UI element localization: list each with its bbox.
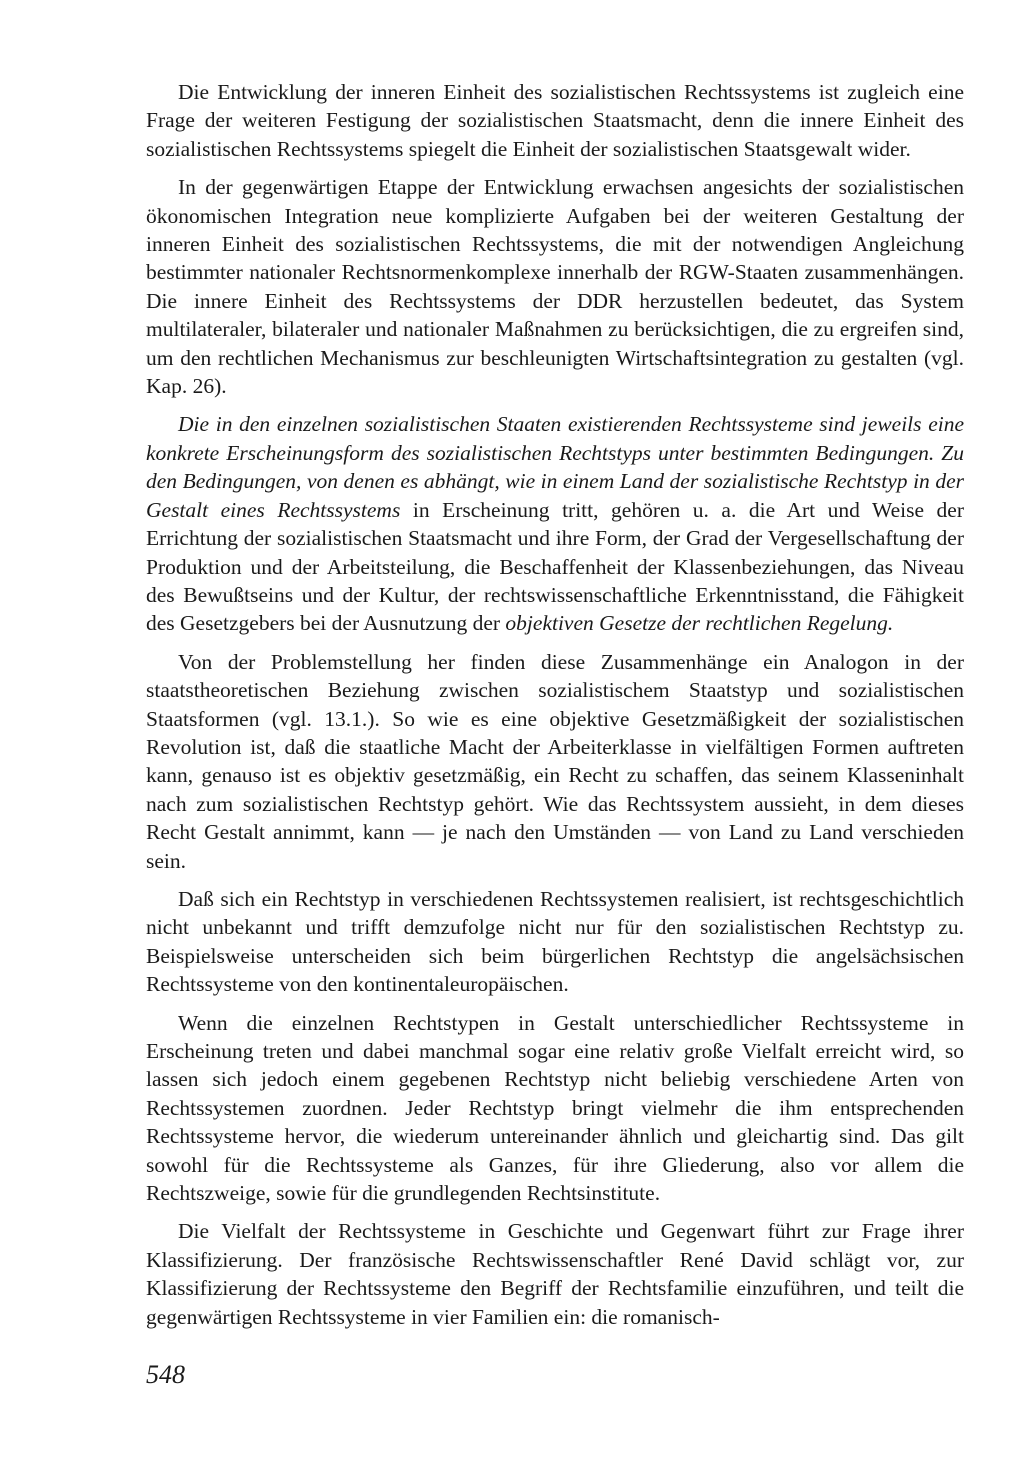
- paragraph-7: Die Vielfalt der Rechtssysteme in Geschichte und Gegenwart führt zur Frage ihrer Klassifizierung. Der französische Rechtswissenschaftler René David schlägt vor, zur Klassifizierung der Rechtssysteme den Begriff der Rechtsfamilie einzuführen, und teilt die gegenwärtigen Rechtssysteme in vier Familien ein: die romanisch-: [146, 1219, 964, 1329]
- paragraph-3-body: in Erscheinung tritt, gehören u. a. die Art und Weise der Errichtung der sozialistischen Staatsmacht und ihre Form, der Grad der Vergesellschaftung der Produktion und der Arbeitsteilung, die Beschaffenheit der Klassenbeziehungen, das Niveau des Bewußtseins und der Kultur, der rechtswissenschaftliche Erkenntnisstand, die Fähigkeit des Gesetzgebers bei der Ausnutzung der: [146, 497, 964, 636]
- paragraph-3-italic-end: objektiven Gesetze der rechtlichen Regelung.: [505, 611, 894, 636]
- paragraph-4: Von der Problemstellung her finden diese Zusammenhänge ein Analogon in der staatstheoretischen Beziehung zwischen sozialistischem Staatstyp und sozialistischen Staatsformen (vgl. 13.1.). So wie es eine objektive Gesetzmäßigkeit der sozialistischen Revolution ist, daß die staatliche Macht der Arbeiterklasse in vielfältigen Formen auftreten kann, genauso ist es objektiv gesetzmäßig, ein Recht zu schaffen, das seinem Klasseninhalt nach zum sozialistischen Rechtstyp gehört. Wie das Rechtssystem aussieht, in dem dieses Recht Gestalt annimmt, kann — je nach den Umständen — von Land zu Land verschieden sein.: [146, 649, 964, 873]
- paragraph-5: Daß sich ein Rechtstyp in verschiedenen Rechtssystemen realisiert, ist rechtsgeschichtlich nicht unbekannt und trifft demzufolge nicht nur für den sozialistischen Rechtstyp zu. Beispielsweise unterscheiden sich beim bürgerlichen Rechtstyp die angelsächsischen Rechtssysteme von den kontinentaleuropäischen.: [146, 886, 964, 997]
- paragraph-3-italic-lead: Die in den einzelnen sozialistischen Staaten existierenden Rechtssysteme sind jeweils eine konkrete Erscheinungsform des sozialistischen Rechtstyps unter bestimmten Bedingungen. Zu den Bedingungen, von denen es abhängt, wie in einem Land der sozialistische Rechtstyp in der Gestalt eines Rechtssystems: [146, 412, 964, 522]
- paragraph-1: Die Entwicklung der inneren Einheit des sozialistischen Rechtssystems ist zugleich eine Frage der weiteren Festigung der sozialistischen Staatsmacht, denn die innere Einheit des sozialistischen Rechtssystems spiegelt die Einheit der sozialistischen Staatsgewalt wider.: [146, 80, 964, 161]
- body-text: [146, 78, 964, 1341]
- paragraph-6: Wenn die einzelnen Rechtstypen in Gestalt unterschiedlicher Rechtssysteme in Erscheinung treten und dabei manchmal sogar eine relativ große Vielfalt erreicht wird, so lassen sich jedoch einem gegebenen Rechtstyp nicht beliebig verschiedene Arten von Rechtssystemen zuordnen. Jeder Rechtstyp bringt vielmehr die ihm entsprechenden Rechtssysteme hervor, die wiederum untereinander ähnlich und gleichartig sind. Das gilt sowohl für die Rechtssysteme als Ganzes, für ihre Gliederung, also vor allem die Rechtszweige, sowie für die grundlegenden Rechtsinstitute.: [146, 1010, 964, 1206]
- paragraph-2: In der gegenwärtigen Etappe der Entwicklung erwachsen angesichts der sozialistischen ökonomischen Integration neue komplizierte Aufgaben bei der weiteren Gestaltung der inneren Einheit des sozialistischen Rechtssystems, die mit der notwendigen Angleichung bestimmter nationaler Rechtsnormenkomplexe innerhalb der RGW-Staaten zusammenhängen. Die innere Einheit des Rechtssystems der DDR herzustellen bedeutet, das System multilateraler, bilateraler und nationaler Maßnahmen zu berücksichtigen, die zu ergreifen sind, um den rechtlichen Mechanismus zur beschleunigten Wirtschaftsintegration zu gestalten (vgl. Kap. 26).: [146, 175, 964, 399]
- page-number: 548: [146, 1360, 185, 1389]
- paragraph-3: [146, 410, 964, 637]
